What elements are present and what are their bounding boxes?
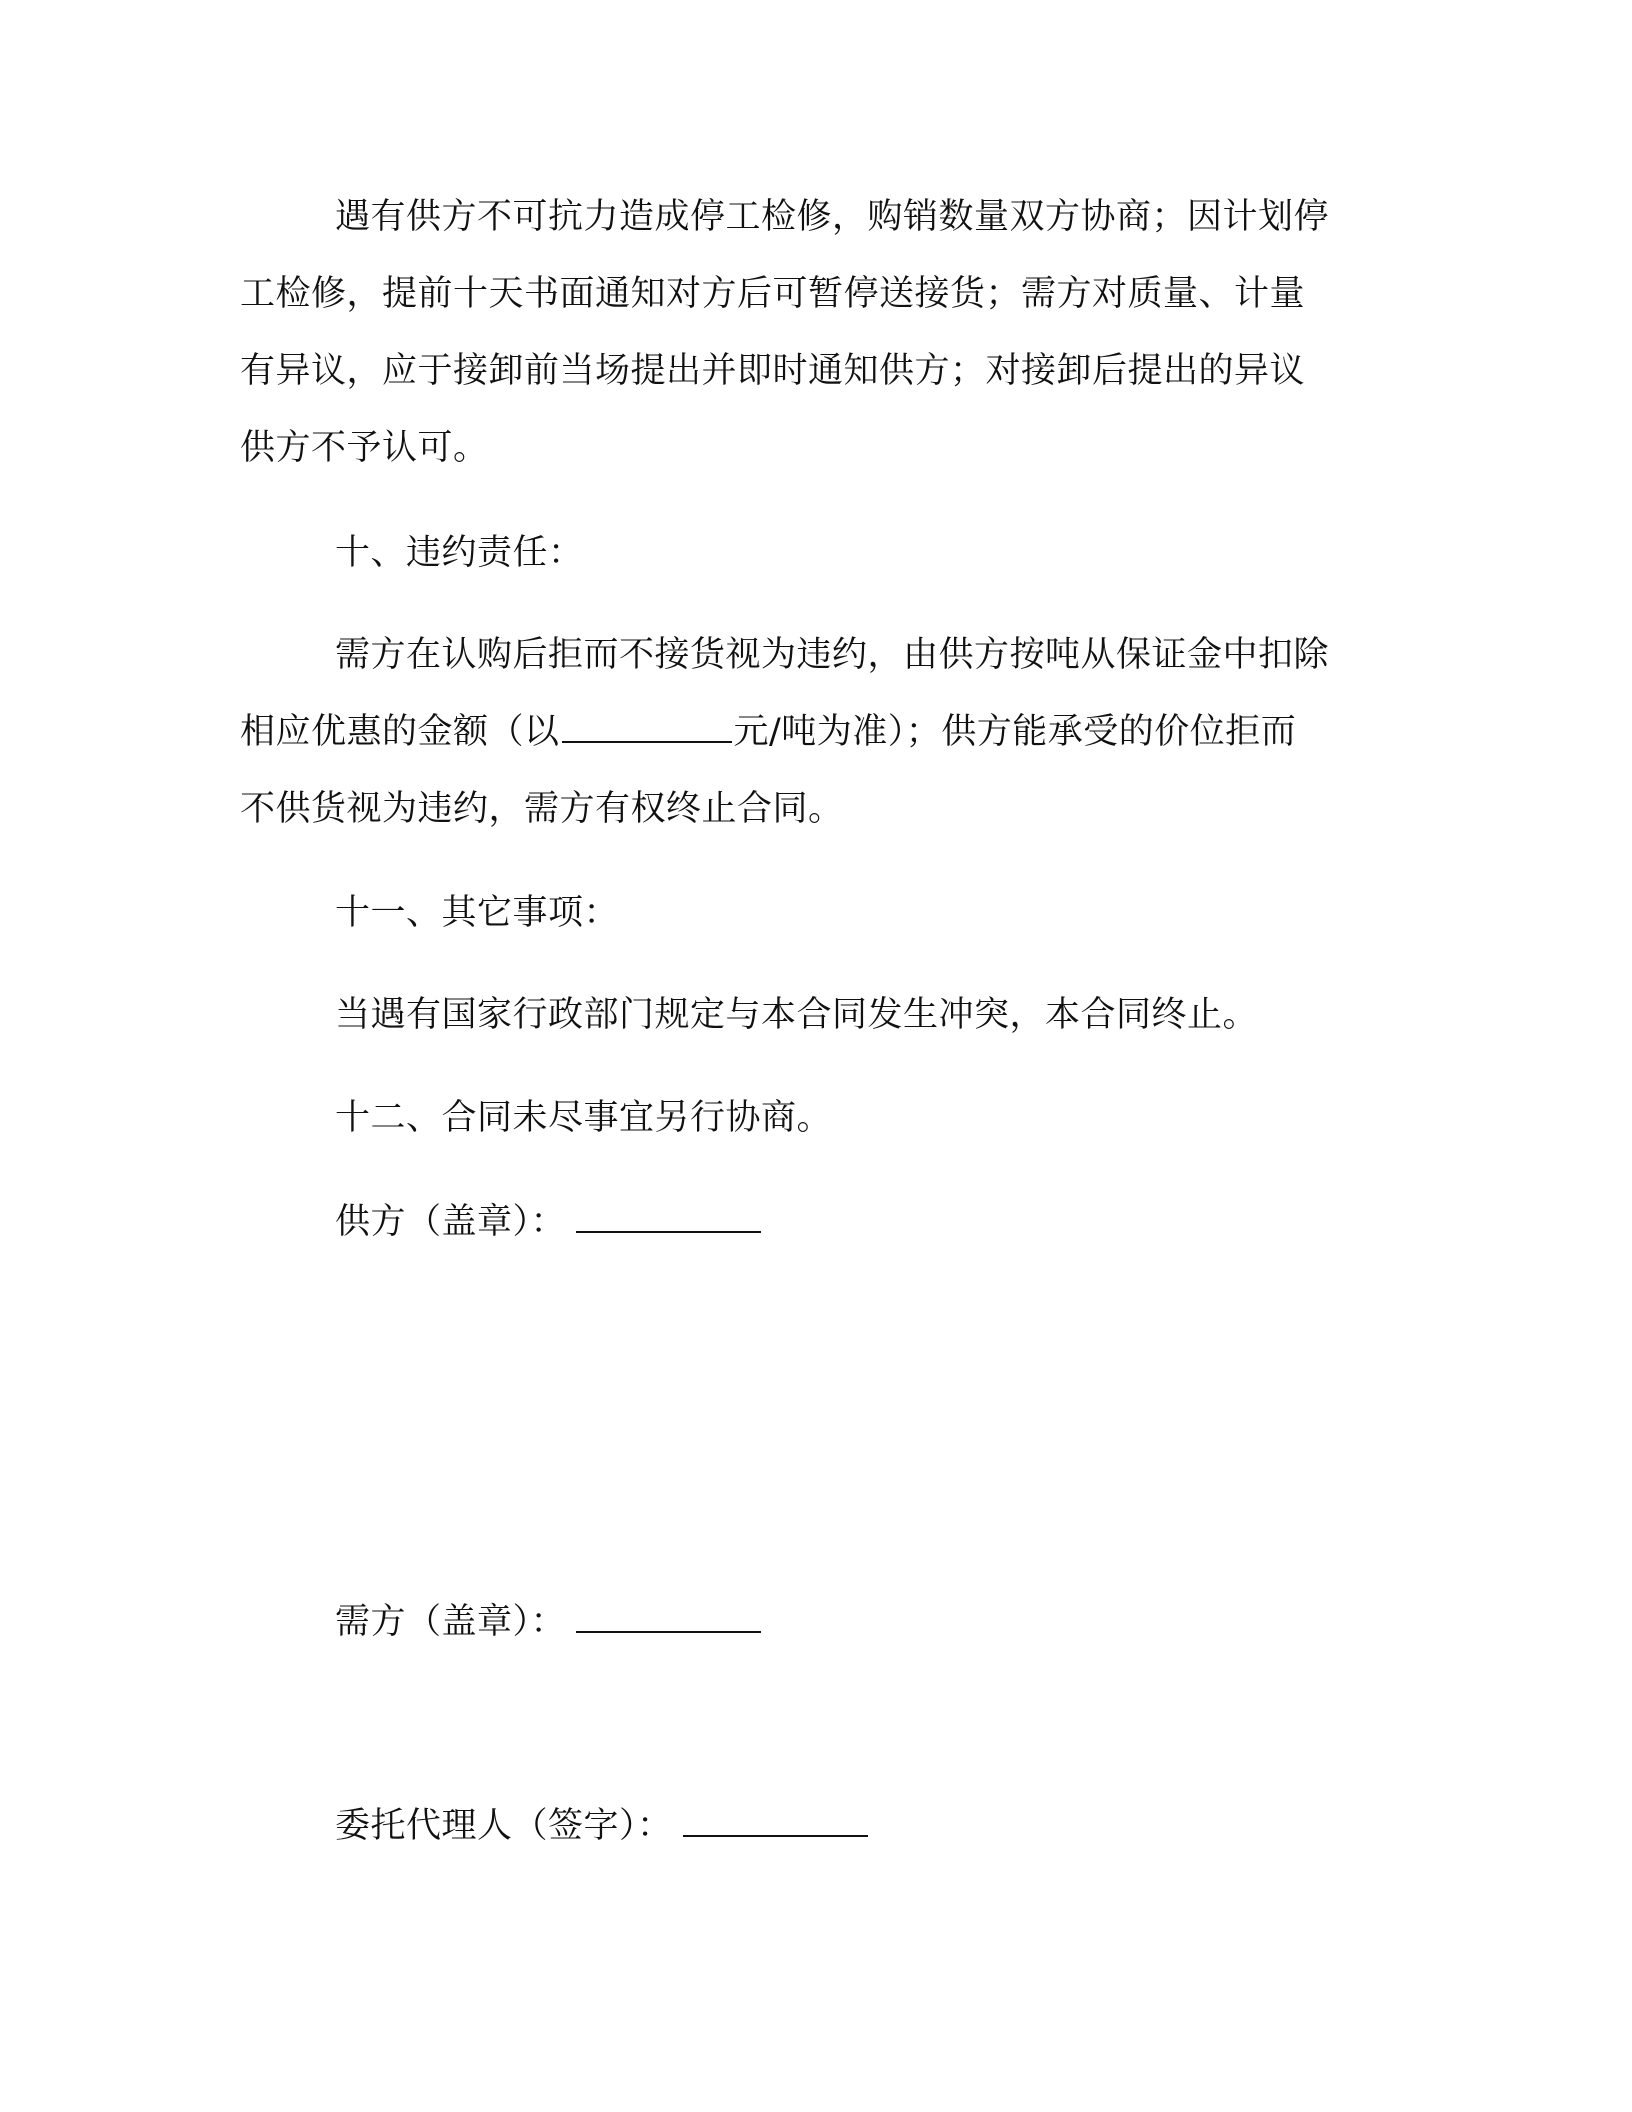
section-10-heading: 十、违约责任： bbox=[335, 533, 584, 573]
supplier-signature-line bbox=[335, 1195, 761, 1246]
section-10-line-2-prefix: 相应优惠的金额（以 bbox=[240, 712, 560, 752]
section-11-line-1: 当遇有国家行政部门规定与本合同发生冲突，本合同终止。 bbox=[335, 995, 1259, 1035]
supplier-seal-label: 供方（盖章）： bbox=[335, 1202, 567, 1242]
buyer-seal-blank bbox=[576, 1595, 761, 1633]
section-9-line-2: 工检修，提前十天书面通知对方后可暂停送接货；需方对质量、计量 bbox=[240, 274, 1306, 314]
section-9-line-1: 遇有供方不可抗力造成停工检修，购销数量双方协商；因计划停 bbox=[335, 197, 1330, 237]
section-11-heading: 十一、其它事项： bbox=[335, 893, 620, 933]
buyer-signature-line bbox=[335, 1595, 761, 1646]
price-blank-line bbox=[562, 709, 732, 743]
section-10-line-2-suffix: 元/吨为准）；供方能承受的价位拒而 bbox=[733, 712, 1297, 752]
agent-signature-line bbox=[335, 1799, 868, 1850]
section-9-line-4: 供方不予认可。 bbox=[240, 428, 489, 468]
section-10-line-3: 不供货视为违约，需方有权终止合同。 bbox=[240, 789, 844, 829]
agent-signature-label: 委托代理人（签字）： bbox=[335, 1806, 673, 1846]
supplier-seal-blank bbox=[576, 1195, 761, 1233]
agent-signature-blank bbox=[683, 1799, 868, 1837]
section-9-line-3: 有异议，应于接卸前当场提出并即时通知供方；对接卸后提出的异议 bbox=[240, 351, 1306, 391]
section-12-heading: 十二、合同未尽事宜另行协商。 bbox=[335, 1098, 833, 1138]
section-10-line-2 bbox=[240, 708, 1296, 756]
section-10-line-1: 需方在认购后拒而不接货视为违约，由供方按吨从保证金中扣除 bbox=[335, 635, 1330, 675]
buyer-seal-label: 需方（盖章）： bbox=[335, 1602, 567, 1642]
